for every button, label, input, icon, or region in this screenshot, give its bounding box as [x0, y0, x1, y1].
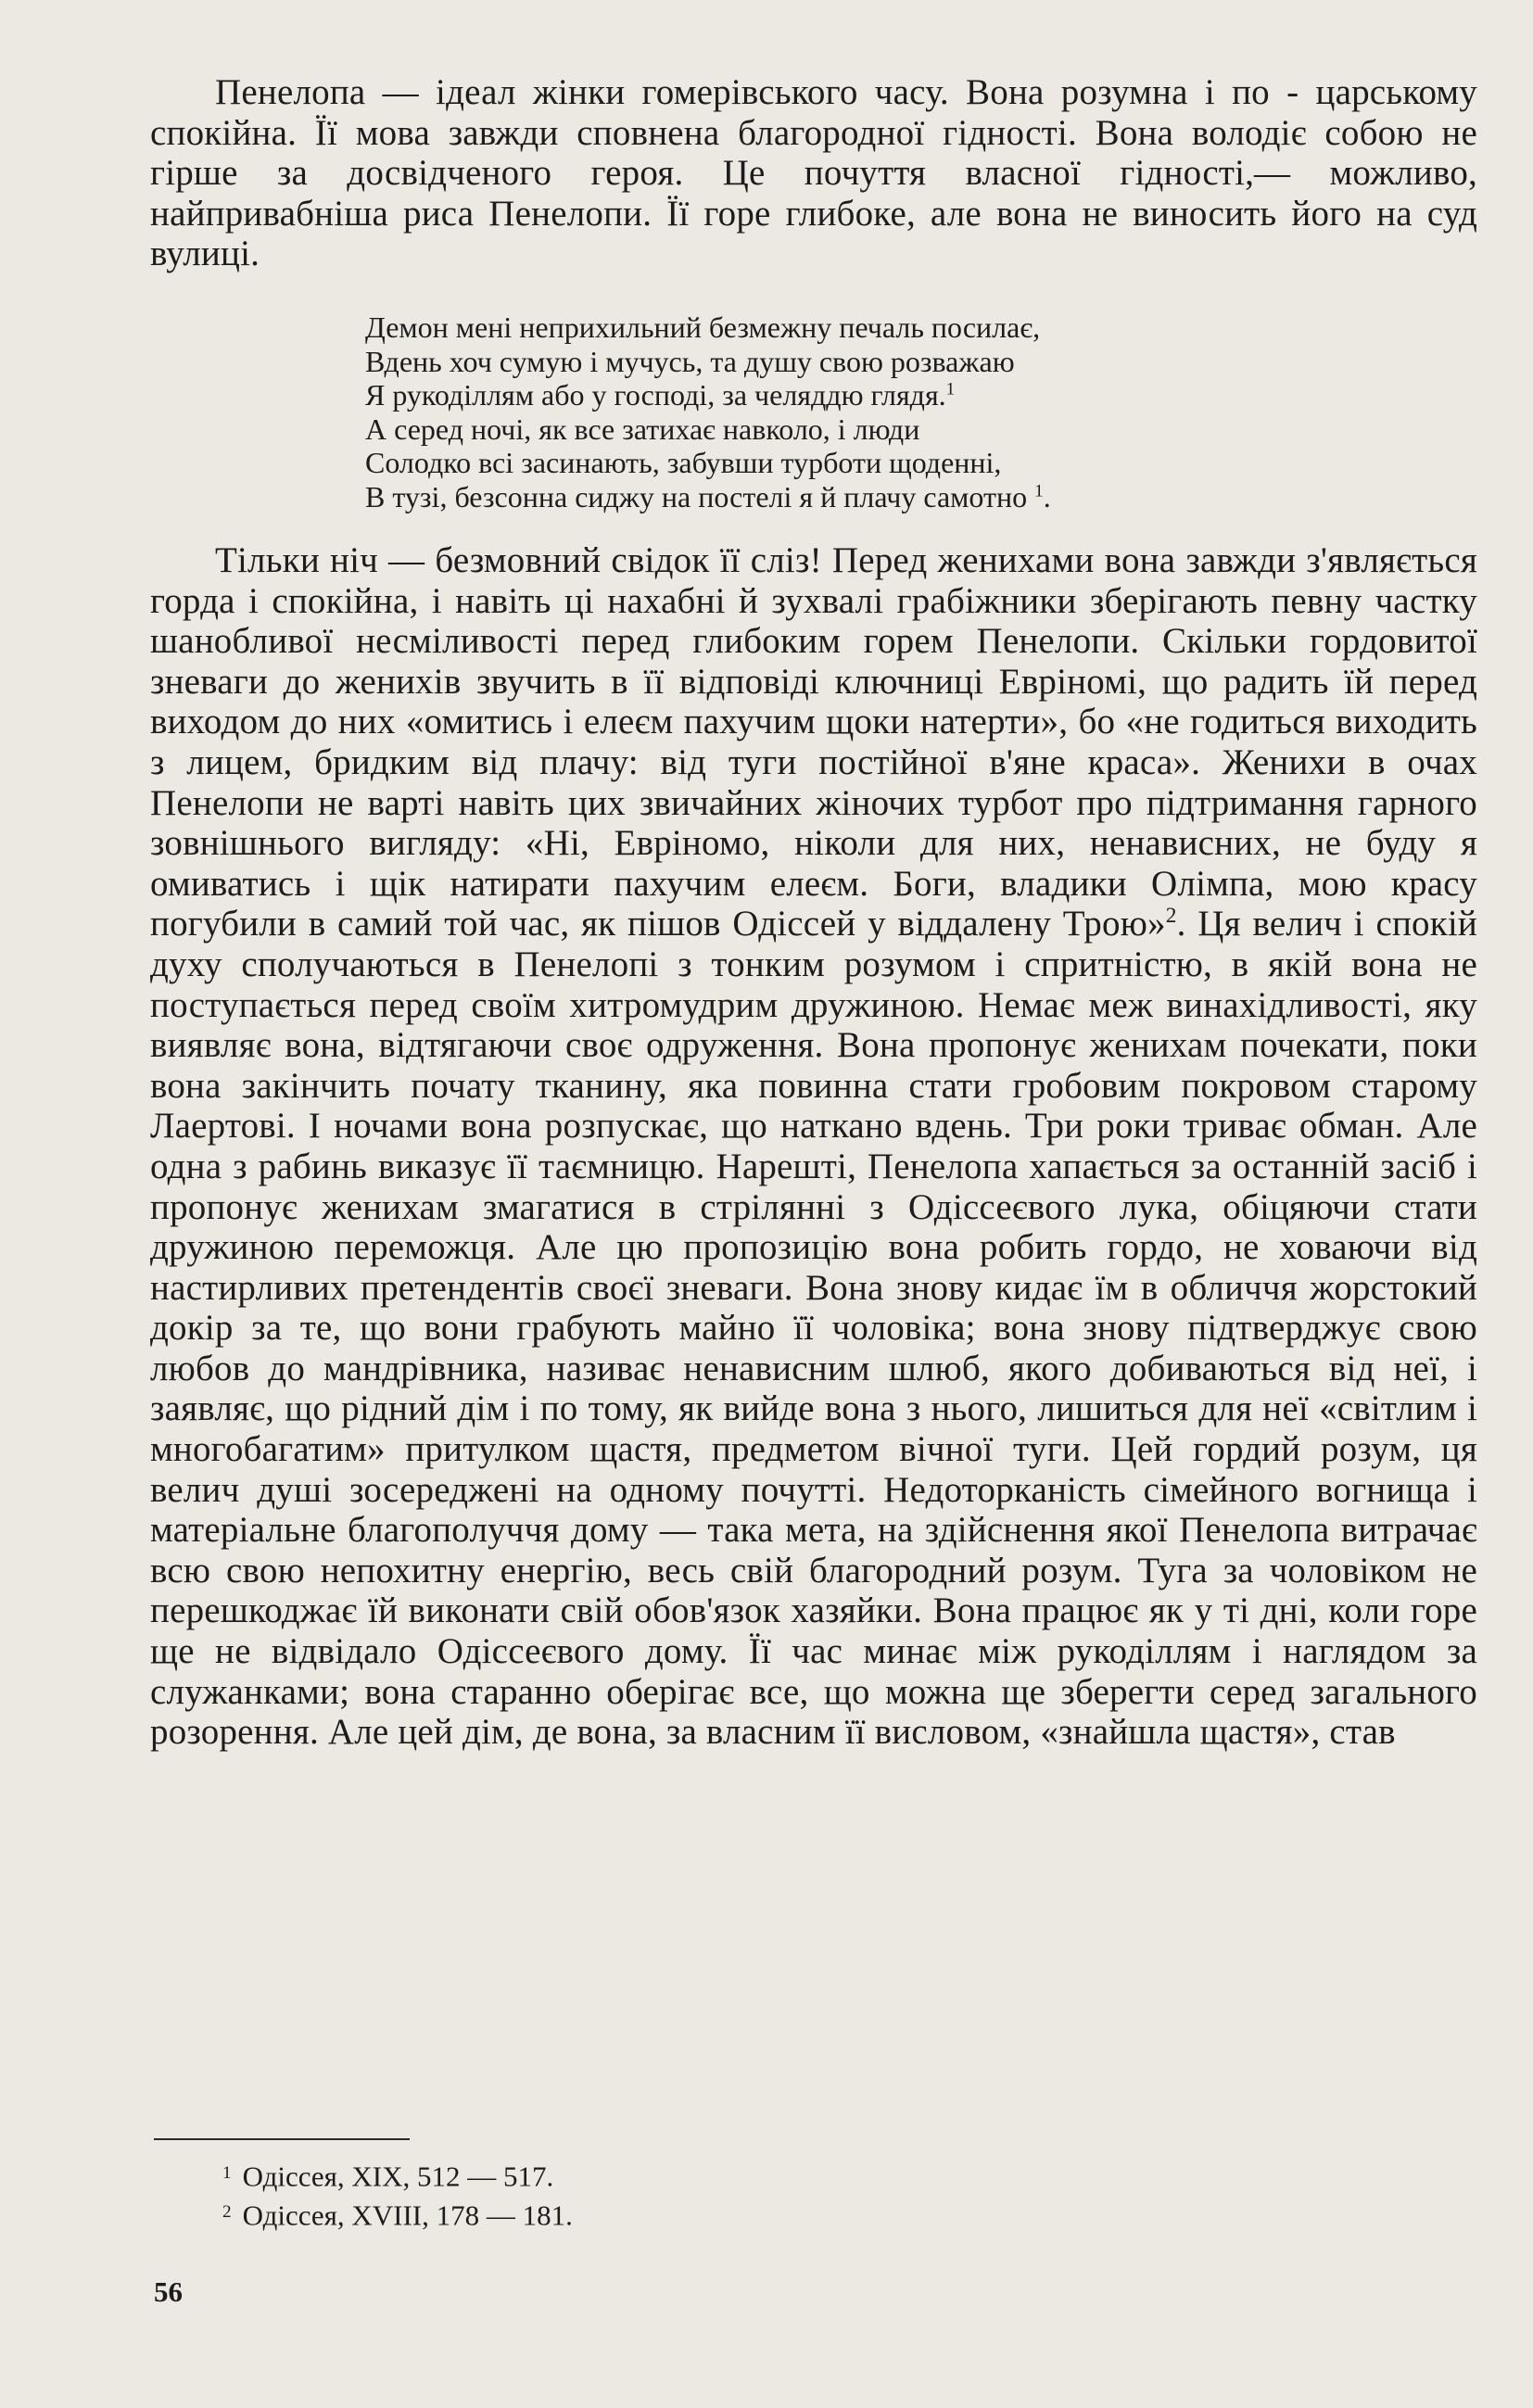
footnote-2	[222, 2195, 573, 2234]
footnote-text: Одіссея, XIX, 512 — 517.	[242, 2160, 554, 2193]
poem-line-text: Я рукоділлям або у господі, за челяддю глядя.	[365, 378, 946, 412]
footnotes	[222, 2156, 573, 2233]
poem-line-mark: 1	[945, 379, 956, 399]
poem-line: Солодко всі засинають, забувши турботи щоденні,	[365, 446, 1002, 479]
poem-line: В тузі, безсонна сиджу на постелі я й плачу самотно $^1$.	[365, 479, 1051, 513]
paragraph-night-witness	[150, 540, 1477, 1753]
poem-quote	[365, 311, 1385, 513]
paragraph-2-text-a: Тільки ніч — безмовний свідок її сліз! Перед женихами вона завжди з'являється горда і спокійна, і навіть ці нахабні й зухвалі грабіжники зберігають певну частку шанобливої несміливості перед глибоким горем Пенелопи. Скільки гордовитої зневаги до женихів звучить в її відповіді ключниці Евріномі, що радить їй перед виходом до них «омитись і елеєм пахучим щоки натерти», бо «не годиться виходить з лицем, бридким від плачу: від туги постійної в'яне краса». Женихи в очах Пенелопи не варті навіть цих звичайних жіночих турбот про підтримання гарного зовнішнього вигляду: «Ні, Евріномо, ніколи для них, ненависних, не буду я омиватись і щік натирати пахучим елеєм. Боги, владики Олімпа, мою красу погубили в самий той час, як пішов Одіссей у віддалену Трою»	[150, 540, 1477, 944]
footnote-divider	[154, 2138, 410, 2140]
footnote-text: Одіссея, XVIII, 178 — 181.	[242, 2199, 573, 2232]
poem-line: А серед ночі, як все затихає навколо, і люди	[365, 412, 920, 446]
poem-line: Демон мені неприхильний безмежну печаль посилає,	[365, 311, 1041, 344]
poem-line: Вдень хоч сумую і мучусь, та душу свою розважаю	[365, 344, 1015, 378]
poem-line-text: В тузі, безсонна сиджу на постелі я й плачу самотно	[365, 479, 1028, 513]
footnote-ref-1: 1	[1034, 480, 1044, 501]
footnote-1	[222, 2156, 573, 2195]
page-number: 56	[154, 2275, 183, 2308]
paragraph-2-text-b: . Ця велич і спокій духу сполучаються в Пенелопі з тонким розумом і спритністю, в якій вона не поступається перед своїм хитромудрим дружиною. Немає меж винахідливості, яку виявляє вона, відтягаючи своє одруження. Вона пропонує женихам почекати, поки вона закінчить почату тканину, яка повинна стати гробовим покровом старому Лаертові. І ночами вона розпускає, що наткано вдень. Три роки триває обман. Але одна з рабинь виказує її таємницю. Нарешті, Пенелопа хапається за останній засіб і пропонує женихам змагатися в стрілянні з Одіссеєвого лука, обіцяючи стати дружиною переможця. Але цю пропозицію вона робить гордо, не ховаючи від настирливих претендентів своєї зневаги. Вона знову кидає їм в обличчя жорстокий докір за те, що вони грабують майно її чоловіка; вона знову підтверджує свою любов до мандрівника, називає ненависним шлюб, якого добиваються від неї, і заявляє, що рідний дім і по тому, як вийде вона з нього, лишиться для неї «світлим і многобагатим» притулком щастя, предметом вічної туги. Цей гордий розум, ця велич душі зосереджені на одному почутті. Недоторканість сімейного вогнища і матеріальне благополуччя дому — така мета, на здійснення якої Пенелопа витрачає всю свою непохитну енергію, весь свій благородний розум. Туга за чоловіком не перешкоджає їй виконати свій обов'язок хазяйки. Вона працює як у ті дні, коли горе ще не відвідало Одіссеєвого дому. Її час минає між рукоділлям і наглядом за служанками; вона старанно оберігає все, що можна ще зберегти серед загального розорення. Але цей дім, де вона, за власним її висловом, «знайшла щастя», став	[150, 904, 1477, 1753]
footnote-mark: 1	[222, 2163, 232, 2183]
footnote-mark: 2	[222, 2201, 232, 2222]
paragraph-penelope-ideal	[150, 72, 1477, 274]
paragraph-1-text: Пенелопа — ідеал жінки гомерівського часу. Вона розумна і по - царському спокійна. Її мова завжди сповнена благородної гідності. Вона володіє собою не гірше за досвідченого героя. Це почуття власної гідності,— можливо, найпривабніша риса Пенелопи. Її горе глибоке, але вона не виносить його на суд вулиці.	[150, 72, 1477, 274]
poem-line	[365, 378, 1385, 412]
footnote-ref-2: 2	[1165, 904, 1177, 929]
